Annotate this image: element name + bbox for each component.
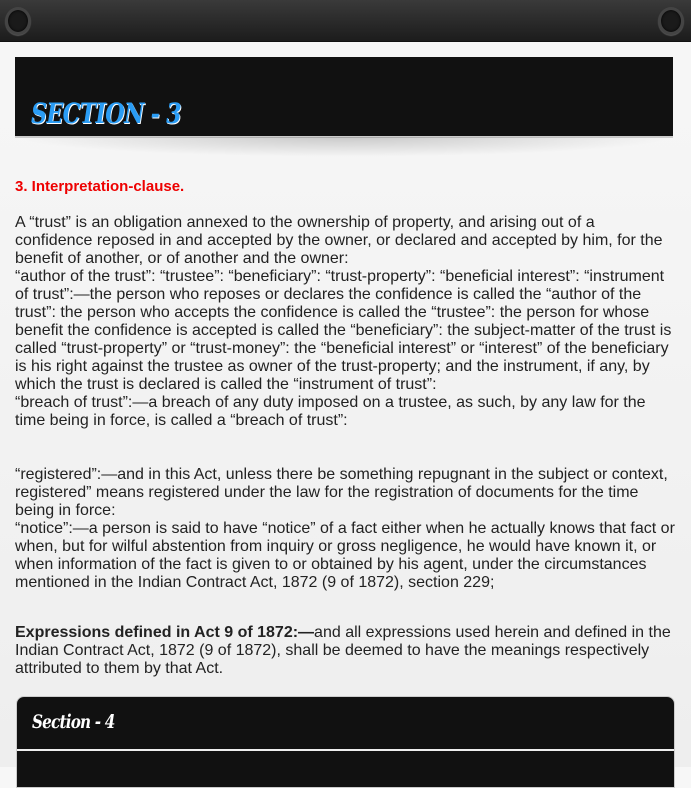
expressions-paragraph	[15, 624, 675, 678]
right-circle-icon	[658, 7, 684, 35]
paragraph: “registered”:—and in this Act, unless there be something repugnant in the subject or context, registered” means registered under the law for the registration of documents for the time being in force:	[15, 466, 668, 519]
section-4-panel[interactable]	[16, 696, 675, 788]
section-content	[15, 178, 675, 678]
expressions-label: Expressions defined in Act 9 of 1872:—	[15, 624, 315, 641]
section-header	[15, 57, 673, 138]
paragraph: “notice”:—a person is said to have “notice” of a fact either when he actually knows that fact or when, but for wilful abstention from inquiry or gross negligence, he would have known it, or when information of the fact is given to or obtained by his agent, under the circumstances mentioned in the Indian Contract Act, 1872 (9 of 1872), section 229;	[15, 520, 675, 591]
section-title: SECTION - 3	[31, 97, 181, 130]
left-circle-icon	[5, 7, 31, 35]
paragraph: A “trust” is an obligation annexed to the ownership of property, and arising out of a confidence reposed in and accepted by the owner, or declared and accepted by him, for the benefit of another, or of another and the owner:	[15, 214, 663, 267]
clause-heading: 3. Interpretation-clause.	[15, 178, 185, 195]
divider	[17, 749, 674, 751]
paragraph: “author of the trust”: “trustee”: “beneficiary”: “trust-property”: “beneficial interest”: “instrument of trust”:—the person who reposes or declares the confidence is called the “author of the trust”: the person who accepts the confidence is called the “trustee”: the person for whose benefit the confidence is accepted is called the “beneficiary”: the subject-matter of the trust is called “trust-property” or “trust-money”: the “beneficial interest” or “interest” of the beneficiary is his right against the trustee as owner of the trust-property; and the instrument, if any, by which the trust is declared is called the “instrument of trust”:	[15, 268, 672, 393]
header-shadow	[15, 137, 673, 157]
paragraph: “breach of trust”:—a breach of any duty imposed on a trustee, as such, by any law for the time being in force, is called a “breach of trust”:	[15, 394, 646, 429]
top-bar	[0, 0, 691, 42]
expressions-text: and all expressions used herein and defined in the Indian Contract Act, 1872 (9 of 1872), shall be deemed to have the meanings respectively attributed to them by that Act.	[15, 624, 671, 677]
section-4-title[interactable]: Section - 4	[32, 711, 115, 733]
